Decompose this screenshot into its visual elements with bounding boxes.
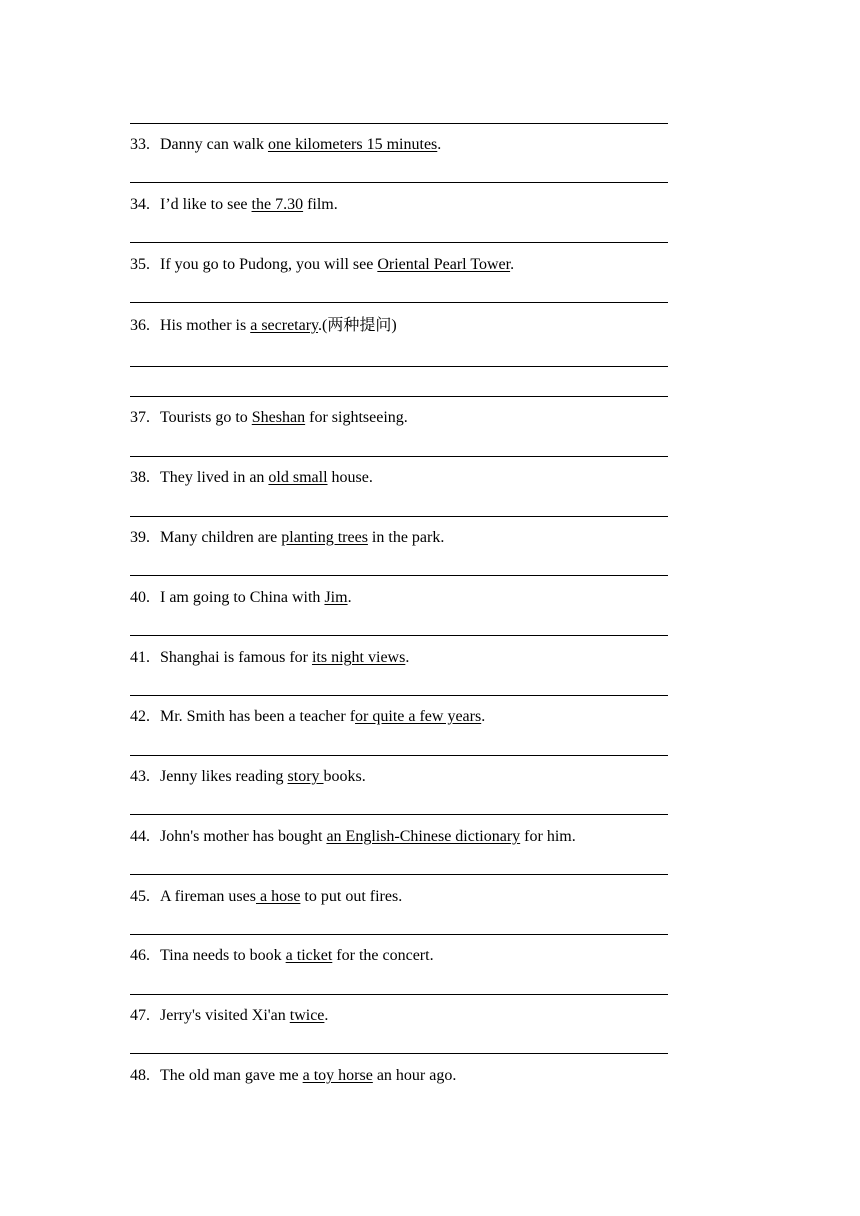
question-text-end: books. [323,768,366,785]
question-number: 40. [130,589,150,606]
question-39 [130,528,444,548]
answer-line [130,396,668,397]
question-text-end: . [405,649,410,666]
question-44 [130,827,576,847]
question-number: 35. [130,256,150,273]
question-number: 47. [130,1007,150,1024]
question-number: 46. [130,947,150,964]
question-text-end: . [437,136,442,153]
answer-line [130,695,668,696]
question-text-end: . [510,256,515,273]
question-42 [130,707,485,727]
question-46 [130,946,434,966]
question-number: 43. [130,768,150,785]
question-number: 33. [130,136,150,153]
question-number: 45. [130,888,150,905]
question-41 [130,648,409,668]
underlined-part: a ticket [285,947,333,964]
question-text: Shanghai is famous for [160,649,312,666]
question-text-end: to put out fires. [300,888,403,905]
answer-line [130,635,668,636]
question-45 [130,887,402,907]
question-text-end: for the concert. [332,947,434,964]
question-text: Jenny likes reading [160,768,288,785]
answer-line [130,575,668,576]
question-text: Many children are [160,529,282,546]
question-text-end: for sightseeing. [305,409,408,426]
question-35 [130,255,514,275]
question-text: John's mother has bought [160,828,327,845]
question-number: 37. [130,409,150,426]
underlined-part: one kilometers 15 minutes [267,136,438,153]
question-text: Tina needs to book [160,947,286,964]
answer-line [130,994,668,995]
question-text-end: an hour ago. [372,1067,457,1084]
underlined-part: an English-Chinese dictionary [326,828,521,845]
question-text-end: . [347,589,352,606]
question-34 [130,195,338,215]
question-number: 36. [130,317,150,334]
underlined-part: or quite a few years [355,708,482,725]
answer-line [130,242,668,243]
answer-line [130,814,668,815]
answer-line [130,182,668,183]
question-38 [130,468,373,488]
question-33 [130,135,441,155]
answer-line [130,366,668,367]
question-number: 34. [130,196,150,213]
question-number: 44. [130,828,150,845]
answer-line [130,302,668,303]
question-number: 48. [130,1067,150,1084]
underlined-part: a secretary [250,317,319,334]
underlined-part: twice [289,1007,325,1024]
question-number: 42. [130,708,150,725]
answer-line [130,755,668,756]
question-43 [130,767,366,787]
underlined-part: old small [268,469,328,486]
underlined-part: Jim [324,589,348,606]
question-text-end: house. [327,469,373,486]
question-text: I am going to China with [160,589,325,606]
question-text-end: film. [303,196,338,213]
answer-line [130,1053,668,1054]
question-text: They lived in an [160,469,269,486]
question-number: 39. [130,529,150,546]
question-text: Tourists go to [160,409,252,426]
question-text: If you go to Pudong, you will see [160,256,378,273]
question-text-end: . [481,708,486,725]
question-number: 38. [130,469,150,486]
underlined-part: planting trees [281,529,368,546]
question-text-end: for him. [520,828,576,845]
question-40 [130,588,352,608]
question-text: His mother is [160,317,251,334]
answer-line [130,516,668,517]
answer-line [130,874,668,875]
question-text-end: . [324,1007,329,1024]
question-number: 41. [130,649,150,666]
answer-line [130,456,668,457]
underlined-part: Oriental Pearl Tower [377,256,511,273]
underlined-part: a toy horse [302,1067,373,1084]
question-48 [130,1066,456,1086]
underlined-part: Sheshan [251,409,306,426]
underlined-part: a hose [255,888,301,905]
question-text-end: .(两种提问) [318,317,397,334]
underlined-part: its night views [311,649,406,666]
question-text: Mr. Smith has been a teacher f [160,708,356,725]
question-text: I’d like to see [160,196,252,213]
underlined-part: story [287,768,324,785]
question-text: A fireman uses [160,888,256,905]
question-text: Danny can walk [160,136,268,153]
question-47 [130,1006,328,1026]
answer-line [130,123,668,124]
underlined-part: the 7.30 [251,196,304,213]
question-text-end: in the park. [367,529,445,546]
answer-line [130,934,668,935]
question-text: The old man gave me [160,1067,303,1084]
question-36 [130,316,397,336]
question-text: Jerry's visited Xi'an [160,1007,290,1024]
question-37 [130,408,408,428]
